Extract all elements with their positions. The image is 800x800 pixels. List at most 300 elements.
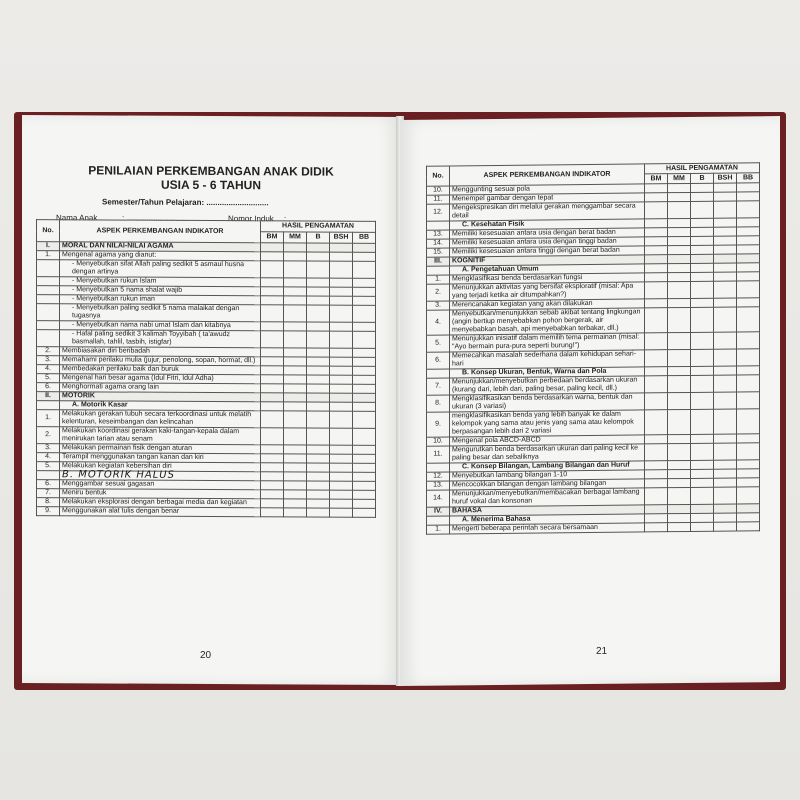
score-cell-bb[interactable] [737,254,760,263]
score-cell-bsh[interactable] [330,331,353,348]
score-cell-bm[interactable] [261,366,284,375]
row-number [37,330,60,347]
row-indicator: - Menyebutkan nama nabi umat Islam dan kitabnya [60,321,261,331]
score-cell-bb[interactable] [353,445,376,454]
score-cell-b[interactable] [307,428,330,445]
score-cell-bm[interactable] [645,264,668,273]
score-cell-mm[interactable] [668,263,691,272]
score-cell-mm[interactable] [284,296,307,305]
row-number [37,277,60,286]
score-cell-mm[interactable] [668,218,691,227]
score-cell-mm[interactable] [284,384,307,393]
score-cell-bsh[interactable] [330,357,353,366]
score-cell-mm[interactable] [284,508,307,517]
score-cell-b[interactable] [307,357,330,366]
score-cell-bb[interactable] [353,411,376,428]
score-cell-bsh[interactable] [330,445,353,454]
score-cell-bb[interactable] [737,298,760,307]
score-cell-mm[interactable] [668,409,691,434]
score-cell-bb[interactable] [737,443,760,460]
score-cell-b[interactable] [691,504,714,513]
score-cell-bm[interactable] [261,402,284,411]
score-cell-mm[interactable] [668,487,691,504]
score-cell-mm[interactable] [284,481,307,490]
score-cell-mm[interactable] [284,261,307,278]
score-cell-mm[interactable] [668,513,691,522]
score-cell-bb[interactable] [353,366,376,375]
score-cell-b[interactable] [691,487,714,504]
score-cell-bb[interactable] [737,513,760,522]
row-number: 11. [427,195,450,204]
score-cell-b[interactable] [307,331,330,348]
row-number: 4. [37,365,60,374]
score-cell-mm[interactable] [668,349,691,366]
score-cell-bsh[interactable] [330,252,353,261]
row-indicator: Menunjukkan inisiatif dalam memilih tema permainan (misal: "Ayo bermain pura-pura seperti burung!") [450,333,645,352]
row-number: 8. [37,498,60,507]
score-cell-mm[interactable] [668,254,691,263]
score-cell-b[interactable] [307,287,330,296]
score-cell-bb[interactable] [353,322,376,331]
score-cell-bb[interactable] [353,499,376,508]
row-indicator: Memiliki kesesuaian antara usia dengan tinggi badan [450,237,645,248]
row-indicator: A. Pengetahuan Umum [450,264,645,275]
score-cell-bm[interactable] [261,252,284,261]
score-cell-bm[interactable] [645,237,668,246]
score-cell-bm[interactable] [645,193,668,202]
score-cell-bm[interactable] [645,228,668,237]
score-cell-mm[interactable] [284,402,307,411]
score-cell-bm[interactable] [261,454,284,463]
score-cell-bsh[interactable] [714,272,737,281]
score-cell-bm[interactable] [645,479,668,488]
score-cell-b[interactable] [691,409,714,434]
score-cell-b[interactable] [307,252,330,261]
score-cell-b[interactable] [307,445,330,454]
score-cell-bsh[interactable] [330,472,353,481]
score-cell-mm[interactable] [668,298,691,307]
score-cell-bm[interactable] [261,296,284,305]
score-cell-mm[interactable] [284,252,307,261]
score-cell-bsh[interactable] [714,332,737,349]
score-cell-bsh[interactable] [714,245,737,254]
score-cell-bm[interactable] [261,411,284,428]
score-cell-bb[interactable] [353,472,376,481]
score-cell-bm[interactable] [261,472,284,481]
score-cell-b[interactable] [691,522,714,531]
score-cell-mm[interactable] [284,243,307,252]
score-cell-bb[interactable] [353,252,376,261]
score-cell-b[interactable] [691,478,714,487]
score-cell-bsh[interactable] [714,298,737,307]
score-cell-bm[interactable] [261,278,284,287]
score-cell-mm[interactable] [668,192,691,201]
score-cell-bm[interactable] [261,348,284,357]
score-cell-b[interactable] [307,296,330,305]
score-cell-bb[interactable] [737,281,760,298]
score-cell-bm[interactable] [645,282,668,299]
score-cell-mm[interactable] [284,454,307,463]
score-cell-bb[interactable] [737,245,760,254]
score-cell-mm[interactable] [668,201,691,218]
score-cell-bb[interactable] [353,375,376,384]
score-cell-mm[interactable] [284,287,307,296]
score-cell-bm[interactable] [645,461,668,470]
score-cell-b[interactable] [307,499,330,508]
score-cell-bm[interactable] [645,184,668,193]
score-cell-bsh[interactable] [330,393,353,402]
score-cell-mm[interactable] [284,375,307,384]
score-cell-bsh[interactable] [714,349,737,366]
score-cell-b[interactable] [691,375,714,392]
score-cell-bm[interactable] [645,444,668,461]
score-cell-bb[interactable] [737,236,760,245]
score-cell-bsh[interactable] [714,183,737,192]
score-cell-bb[interactable] [353,243,376,252]
score-cell-bb[interactable] [737,192,760,201]
score-cell-bm[interactable] [645,202,668,219]
score-cell-bb[interactable] [737,366,760,375]
score-cell-bsh[interactable] [330,454,353,463]
score-cell-bsh[interactable] [330,508,353,517]
score-cell-b[interactable] [307,305,330,322]
score-cell-mm[interactable] [668,236,691,245]
score-cell-bsh[interactable] [330,243,353,252]
score-cell-mm[interactable] [284,322,307,331]
score-cell-b[interactable] [307,508,330,517]
score-cell-bm[interactable] [261,445,284,454]
score-cell-bsh[interactable] [330,411,353,428]
score-cell-bm[interactable] [261,463,284,472]
score-cell-b[interactable] [691,227,714,236]
row-indicator: Mengenal pola ABCD-ABCD [450,435,645,446]
score-cell-mm[interactable] [284,499,307,508]
score-cell-bm[interactable] [261,261,284,278]
score-cell-bsh[interactable] [330,348,353,357]
score-cell-mm[interactable] [284,445,307,454]
score-cell-b[interactable] [307,278,330,287]
score-cell-bsh[interactable] [714,201,737,218]
row-number: 6. [427,352,450,369]
score-cell-bm[interactable] [261,322,284,331]
table-row [37,330,376,349]
score-cell-bsh[interactable] [714,443,737,460]
score-cell-b[interactable] [691,332,714,349]
score-cell-b[interactable] [307,454,330,463]
score-cell-bm[interactable] [645,367,668,376]
score-cell-bb[interactable] [353,508,376,517]
row-indicator: B. Konsep Ukuran, Bentuk, Warna dan Pola [450,367,645,378]
score-cell-bsh[interactable] [330,463,353,472]
score-cell-b[interactable] [691,392,714,409]
score-cell-bsh[interactable] [714,192,737,201]
row-number: 4. [427,310,450,335]
score-cell-bb[interactable] [737,183,760,192]
score-cell-bm[interactable] [645,488,668,505]
score-cell-bsh[interactable] [330,375,353,384]
score-cell-mm[interactable] [668,332,691,349]
score-cell-bsh[interactable] [714,263,737,272]
score-cell-bm[interactable] [261,393,284,402]
score-cell-bsh[interactable] [714,254,737,263]
score-cell-mm[interactable] [668,281,691,298]
score-cell-b[interactable] [691,218,714,227]
score-cell-bm[interactable] [261,428,284,445]
score-cell-bsh[interactable] [714,366,737,375]
row-number: 6. [37,383,60,392]
score-cell-bb[interactable] [353,261,376,278]
score-cell-bb[interactable] [353,305,376,322]
score-cell-bb[interactable] [353,348,376,357]
row-indicator: Memiliki kesesuaian antara usia dengan berat badan [450,228,645,239]
score-cell-bsh[interactable] [330,278,353,287]
page-number-left: 20 [200,649,212,662]
score-cell-b[interactable] [691,298,714,307]
score-cell-bm[interactable] [261,490,284,499]
score-cell-b[interactable] [691,201,714,218]
score-cell-bb[interactable] [353,428,376,445]
score-cell-bsh[interactable] [714,487,737,504]
score-cell-b[interactable] [307,366,330,375]
score-cell-bm[interactable] [261,243,284,252]
score-cell-b[interactable] [691,183,714,192]
score-cell-bsh[interactable] [330,384,353,393]
score-cell-mm[interactable] [668,434,691,443]
score-cell-mm[interactable] [668,522,691,531]
score-cell-bb[interactable] [353,402,376,411]
score-cell-bsh[interactable] [330,296,353,305]
score-cell-bsh[interactable] [330,305,353,322]
score-cell-mm[interactable] [284,411,307,428]
row-indicator: KOGNITIF [450,255,645,266]
score-cell-bsh[interactable] [714,409,737,434]
row-indicator: Menggambar sesuai gagasan [60,480,261,490]
score-cell-bm[interactable] [645,523,668,532]
score-cell-mm[interactable] [668,366,691,375]
score-cell-b[interactable] [307,402,330,411]
score-cell-bb[interactable] [737,487,760,504]
score-cell-bsh[interactable] [330,428,353,445]
score-cell-bm[interactable] [645,333,668,350]
row-indicator: - Menyebutkan 5 nama shalat wajib [60,286,261,296]
score-cell-bb[interactable] [737,375,760,392]
score-cell-mm[interactable] [668,375,691,392]
score-cell-b[interactable] [691,272,714,281]
score-cell-mm[interactable] [668,272,691,281]
score-cell-bsh[interactable] [714,227,737,236]
score-cell-b[interactable] [307,411,330,428]
score-cell-b[interactable] [691,460,714,469]
score-cell-mm[interactable] [284,463,307,472]
score-cell-bb[interactable] [353,463,376,472]
score-cell-b[interactable] [307,393,330,402]
score-cell-mm[interactable] [668,245,691,254]
score-cell-b[interactable] [307,375,330,384]
score-cell-bm[interactable] [645,410,668,435]
score-cell-bsh[interactable] [714,434,737,443]
score-cell-bm[interactable] [261,384,284,393]
score-cell-bb[interactable] [737,263,760,272]
score-cell-b[interactable] [691,236,714,245]
score-cell-bb[interactable] [353,454,376,463]
score-cell-mm[interactable] [668,460,691,469]
score-cell-b[interactable] [307,243,330,252]
score-cell-bb[interactable] [353,384,376,393]
score-cell-bb[interactable] [737,469,760,478]
score-cell-bm[interactable] [645,376,668,393]
score-cell-b[interactable] [307,261,330,278]
score-cell-mm[interactable] [284,490,307,499]
score-cell-mm[interactable] [668,183,691,192]
score-cell-b[interactable] [691,513,714,522]
score-cell-bsh[interactable] [714,522,737,531]
row-indicator: Merencanakan kegiatan yang akan dilakukan [450,299,645,310]
score-cell-b[interactable] [307,481,330,490]
score-cell-bb[interactable] [353,393,376,402]
score-cell-bb[interactable] [737,349,760,366]
score-cell-bm[interactable] [645,299,668,308]
score-cell-b[interactable] [691,254,714,263]
score-cell-bm[interactable] [261,508,284,517]
score-cell-bb[interactable] [353,481,376,490]
score-cell-bm[interactable] [261,287,284,296]
score-cell-bm[interactable] [645,514,668,523]
score-cell-bb[interactable] [353,296,376,305]
score-cell-bsh[interactable] [714,218,737,227]
score-cell-bsh[interactable] [714,392,737,409]
score-cell-bb[interactable] [353,278,376,287]
score-cell-mm[interactable] [284,366,307,375]
score-cell-bm[interactable] [261,375,284,384]
score-cell-b[interactable] [691,366,714,375]
score-cell-mm[interactable] [284,428,307,445]
score-cell-bm[interactable] [261,481,284,490]
score-cell-bb[interactable] [737,460,760,469]
score-cell-bb[interactable] [737,307,760,332]
score-cell-bm[interactable] [261,357,284,366]
score-cell-mm[interactable] [668,478,691,487]
score-cell-bm[interactable] [645,470,668,479]
score-cell-bsh[interactable] [714,281,737,298]
score-cell-mm[interactable] [668,443,691,460]
row-indicator: Mencocokkan bilangan dengan lambang bilangan [450,479,645,490]
score-cell-bm[interactable] [645,505,668,514]
score-cell-bb[interactable] [737,478,760,487]
score-cell-bb[interactable] [737,227,760,236]
score-cell-b[interactable] [691,434,714,443]
row-indicator: Memiliki kesesuaian antara tinggi dengan berat badan [450,246,645,257]
score-cell-mm[interactable] [668,227,691,236]
score-cell-bb[interactable] [737,332,760,349]
score-cell-b[interactable] [691,245,714,254]
score-cell-b[interactable] [691,281,714,298]
score-cell-b[interactable] [691,469,714,478]
score-cell-bsh[interactable] [330,490,353,499]
score-cell-b[interactable] [307,472,330,481]
score-cell-bsh[interactable] [330,287,353,296]
score-cell-bb[interactable] [737,392,760,409]
score-cell-bb[interactable] [353,287,376,296]
score-cell-bsh[interactable] [330,402,353,411]
score-cell-mm[interactable] [284,393,307,402]
score-cell-bm[interactable] [645,255,668,264]
score-cell-bsh[interactable] [714,478,737,487]
score-cell-bm[interactable] [645,393,668,410]
score-cell-b[interactable] [307,348,330,357]
score-cell-b[interactable] [307,384,330,393]
score-cell-mm[interactable] [284,278,307,287]
score-cell-bsh[interactable] [330,499,353,508]
score-cell-b[interactable] [307,490,330,499]
score-cell-mm[interactable] [668,504,691,513]
score-cell-bsh[interactable] [330,481,353,490]
score-cell-bsh[interactable] [714,469,737,478]
page-subtitle: USIA 5 - 6 TAHUN [160,177,261,193]
score-cell-mm[interactable] [284,472,307,481]
score-cell-mm[interactable] [668,392,691,409]
score-cell-bsh[interactable] [714,513,737,522]
score-cell-bsh[interactable] [714,236,737,245]
row-number: 2. [427,284,450,301]
score-cell-b[interactable] [691,443,714,460]
score-cell-bsh[interactable] [330,261,353,278]
score-cell-mm[interactable] [668,469,691,478]
score-cell-bb[interactable] [737,218,760,227]
row-number [37,286,60,295]
score-cell-bb[interactable] [737,409,760,434]
score-cell-bsh[interactable] [330,366,353,375]
score-cell-bsh[interactable] [714,307,737,332]
score-cell-mm[interactable] [284,305,307,322]
score-cell-bsh[interactable] [330,322,353,331]
score-cell-mm[interactable] [284,348,307,357]
row-indicator: Menyebutkan lambang bilangan 1-10 [450,470,645,481]
score-cell-bm[interactable] [645,219,668,228]
score-cell-b[interactable] [691,307,714,332]
score-cell-bm[interactable] [261,331,284,348]
score-cell-b[interactable] [691,192,714,201]
score-cell-mm[interactable] [668,307,691,332]
score-cell-b[interactable] [691,263,714,272]
score-cell-bm[interactable] [645,273,668,282]
score-cell-bm[interactable] [261,305,284,322]
score-cell-bb[interactable] [737,504,760,513]
score-cell-mm[interactable] [284,331,307,348]
score-cell-bb[interactable] [353,357,376,366]
score-cell-bm[interactable] [261,499,284,508]
score-cell-bm[interactable] [645,308,668,333]
score-cell-bb[interactable] [353,331,376,348]
score-cell-bsh[interactable] [714,375,737,392]
score-cell-bsh[interactable] [714,504,737,513]
score-cell-bsh[interactable] [714,460,737,469]
row-number [427,221,450,230]
score-cell-bb[interactable] [737,434,760,443]
score-cell-bm[interactable] [645,350,668,367]
score-cell-bm[interactable] [645,246,668,255]
score-cell-b[interactable] [691,349,714,366]
score-cell-bb[interactable] [737,272,760,281]
table-row [37,410,376,429]
score-cell-bb[interactable] [737,522,760,531]
score-cell-b[interactable] [307,463,330,472]
score-cell-mm[interactable] [284,357,307,366]
score-cell-bb[interactable] [353,490,376,499]
score-cell-bm[interactable] [645,435,668,444]
row-indicator: Melakukan kegiatan kebersihan diri [60,462,261,472]
score-cell-bb[interactable] [737,201,760,218]
score-cell-b[interactable] [307,322,330,331]
